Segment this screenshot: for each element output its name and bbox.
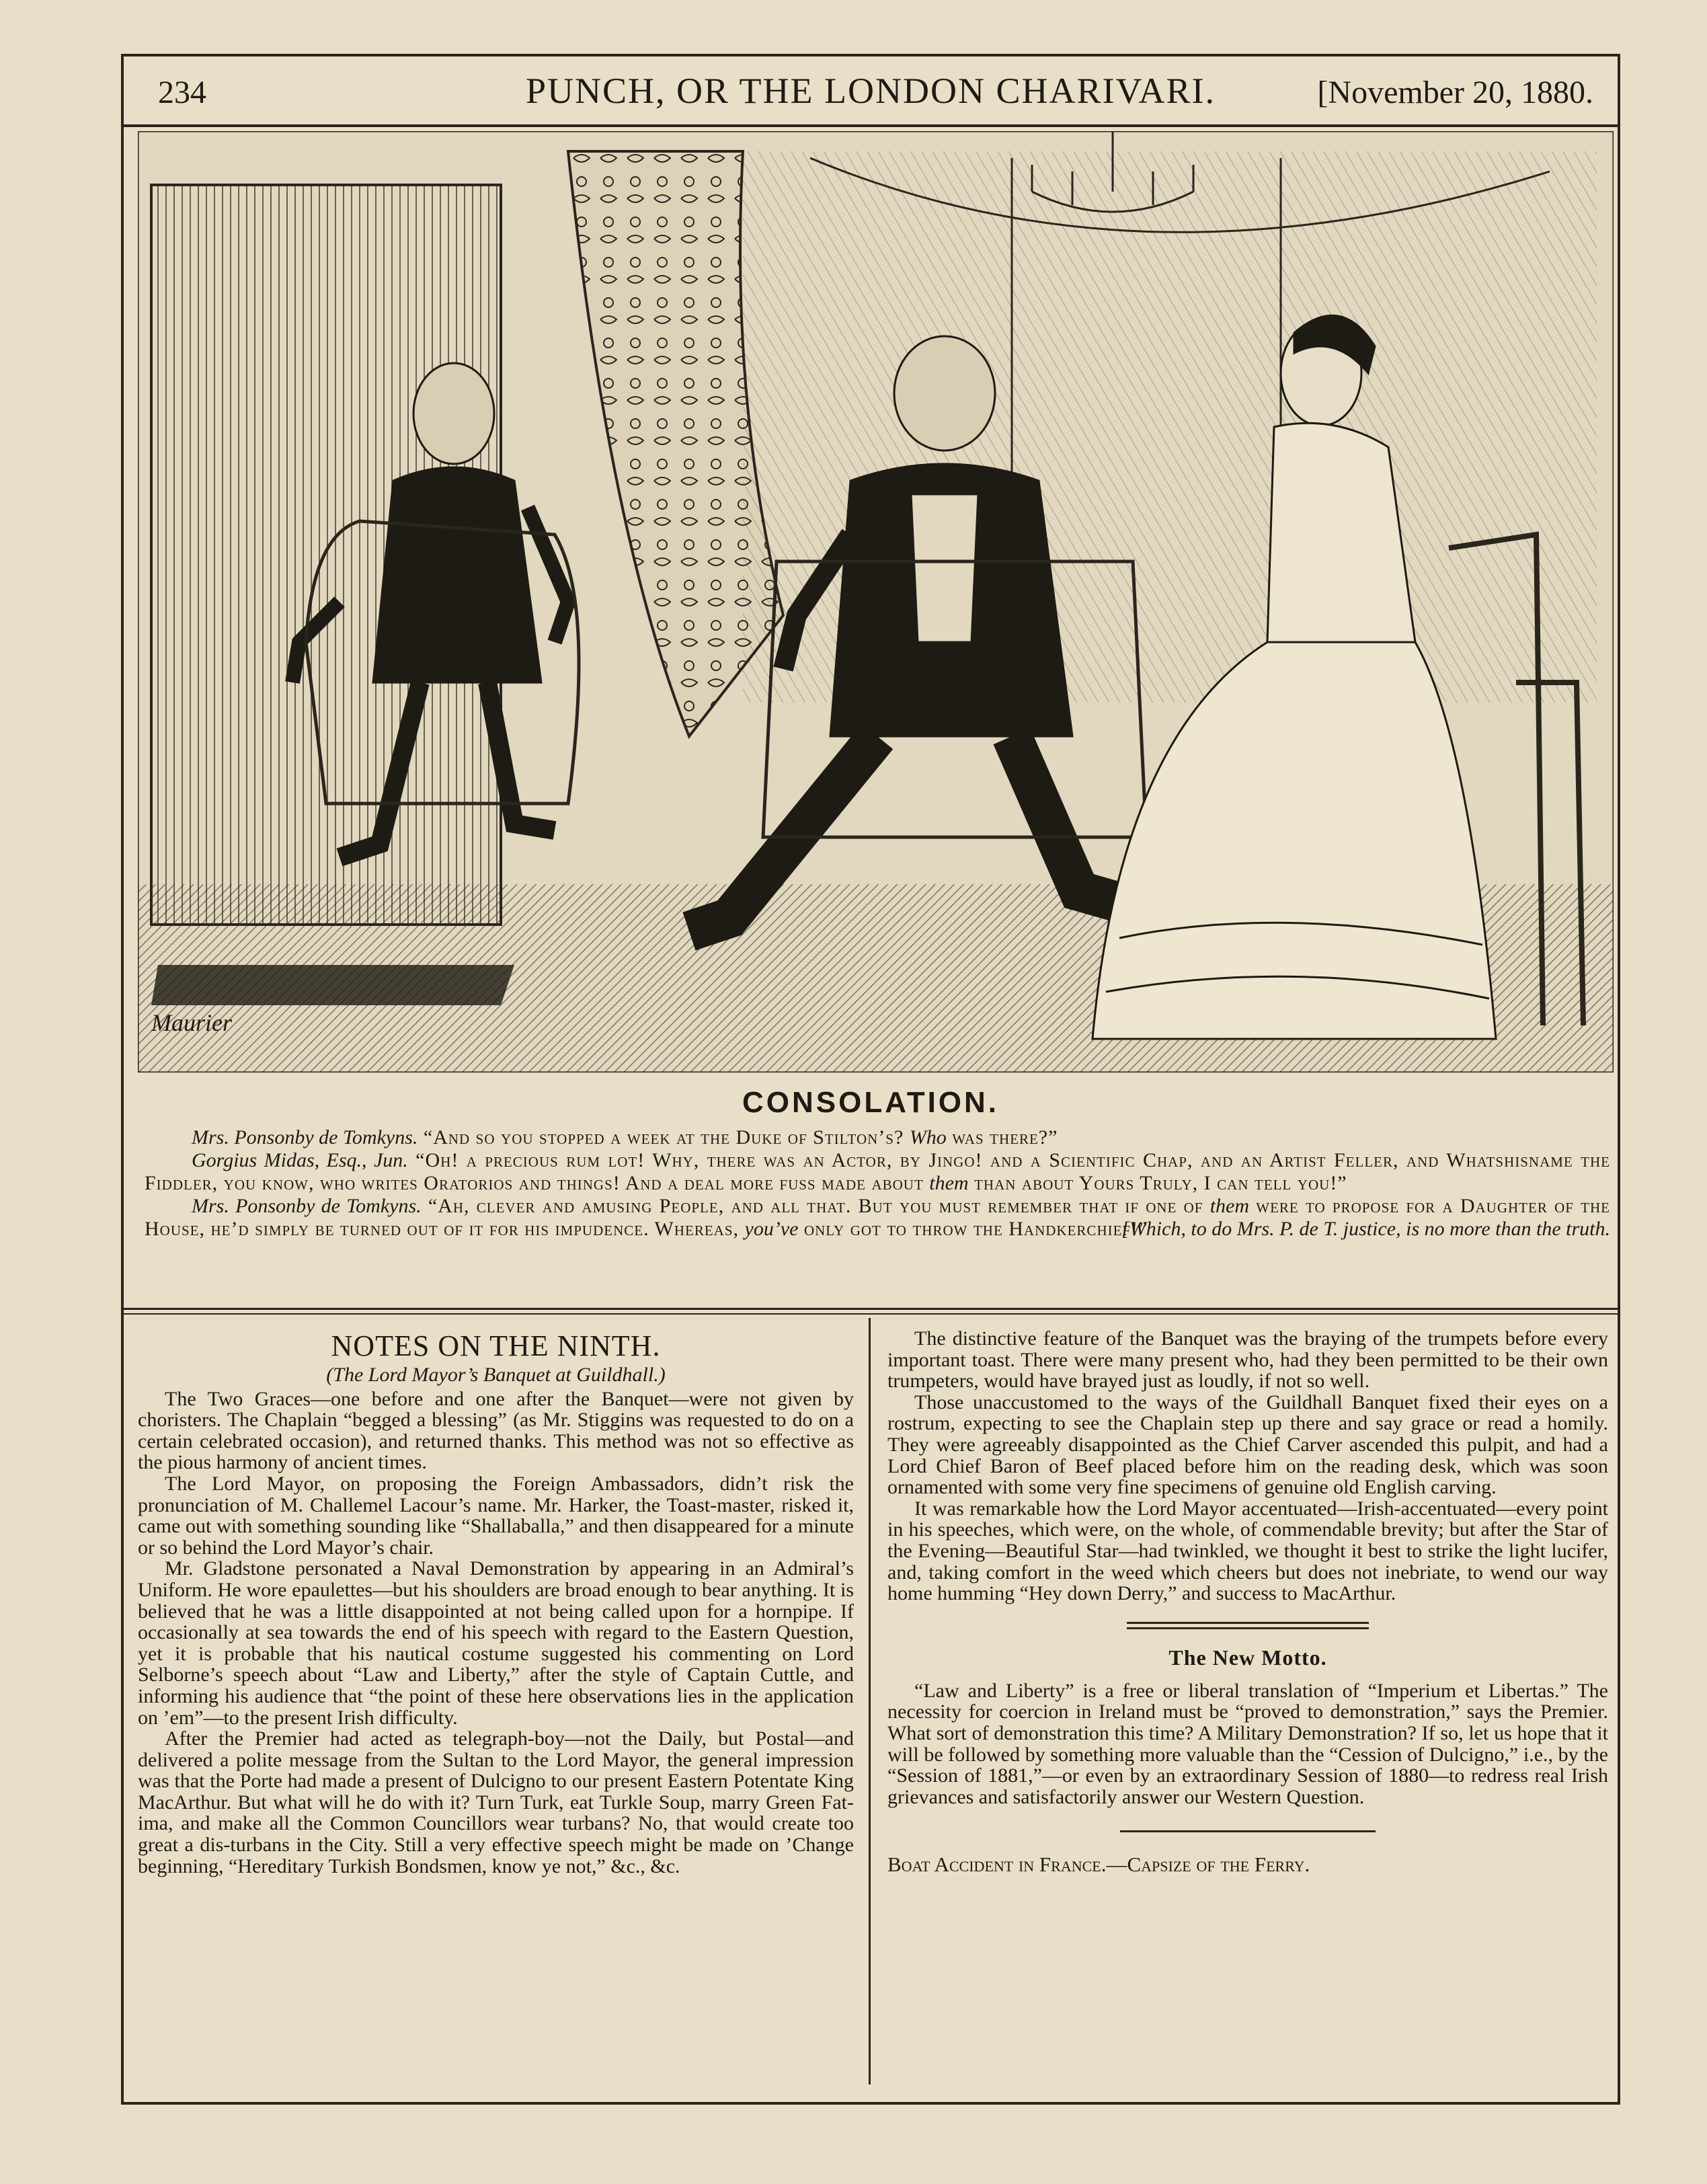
column-divider — [869, 1318, 871, 2084]
dialogue-text: “Oh! a precious rum lot! Why, there was an Actor, by Jingo! and a Scientific Chap, and an Artist Feller, and Whatshisname the Fiddler, you know, who writes Oratorios and things! And a deal more fuss made about — [145, 1149, 1610, 1194]
article-subtitle: (The Lord Mayor’s Banquet at Guildhall.) — [326, 1364, 666, 1386]
speaker-name: Gorgius Midas, Esq., Jun. — [192, 1149, 408, 1171]
section-rule — [121, 1313, 1620, 1315]
right-column — [887, 1328, 1608, 1875]
article-paragraph: Those unaccustomed to the ways of the Guildhall Banquet fixed their eyes on a rostrum, expecting to see the Chaplain step up there and say grace or read a homily. They were agreeably disappointed as the Chief Carver ascended this pulpit, and had a Lord Chief Baron of Beef placed before him on the reading desk, which was soon ornamented with some very fine specimens of genuine old English carving. — [887, 1391, 1608, 1499]
cartoon-dialogue — [145, 1126, 1610, 1241]
cartoon-illustration — [138, 131, 1614, 1072]
speaker-name: Mrs. Ponsonby de Tomkyns. — [192, 1126, 418, 1148]
rule-divider — [1120, 1830, 1376, 1832]
dialogue-emphasis: them — [1209, 1195, 1250, 1217]
article-paragraph: Mr. Gladstone personated a Naval Demonstration by appearing in an Admiral’s Uniform. He wore epaulettes—but his shoulders are broad enough to bear anything. It is believed that he was a little disappointed at not being called upon for a hornpipe. If occasionally at sea towards the end of his speech with regard to the Eastern Question, yet it is probable that his nautical costume suggested his commenting on Lord Selborne’s speech about “Law and Liberty,” after the style of Captain Cuttle, and informing his audience that “the point of these here observations lies in the application on ’em”—to the present Irish difficulty. — [138, 1557, 854, 1729]
left-column — [138, 1328, 854, 1877]
artist-signature: Maurier — [151, 1009, 232, 1036]
page-number: 234 — [158, 75, 206, 110]
article-paragraph: The Two Graces—one before and one after the Banquet—were not given by choristers. The Chaplain “begged a blessing” (as Mr. Stiggins was requested to do on a certain celebrated occasion), and returned thanks. This method was not so effective as the pious harmony of ancient times. — [138, 1387, 854, 1474]
dialogue-text: were to propose for a Daughter of the House, he’d simply be turned out of it for his impudence. Whereas, — [145, 1195, 1610, 1240]
speaker-name: Mrs. Ponsonby de Tomkyns. — [192, 1195, 422, 1217]
article-paragraph: It was remarkable how the Lord Mayor accentuated—Irish-accentuated—every point in his speeches, which were, on the whole, of commendable brevity; but after the Star of the Evening—Beautiful Star—had twinkled, we thought it best to strike the light lucifer, and, taking comfort in the weed which cheers but does not inebriate, to wend our way home humming “Hey down Derry,” and success to MacArthur. — [887, 1497, 1608, 1605]
motto-paragraph: “Law and Liberty” is a free or liberal translation of “Imperium et Libertas.” The necessity for coercion in Ireland must be “proved to demonstration,” says the Premier. What sort of demonstration this time? A Military Demonstration? If so, let us hope that it will be followed by something more valuable than the “Cession of Dulcigno,” i.e., by the “Session of 1881,”—or even by an extraordinary Session of 1880—to redress real Irish grievances and satisfactorily answer our Western Question. — [887, 1679, 1608, 1808]
dialogue-emphasis: you’ve — [744, 1218, 799, 1240]
footnote-joke: Boat Accident in France.—Capsize of the Ferry. — [887, 1852, 1310, 1877]
dialogue-emphasis: Who — [909, 1126, 947, 1148]
dialogue-line-2 — [145, 1149, 1610, 1195]
article-paragraph: After the Premier had acted as telegraph-boy—not the Daily, but Postal—and delivered a polite message from the Sultan to the Lord Mayor, the general impression was that the Porte had made a present of Dulcigno to our present Eastern Potentate King MacArthur. But what will he do with it? Turn Turk, eat Turkle Soup, marry Green Fat-ima, and make all the Common Councillors wear turbans? No, that would create too great a dis-turbans in the City. Still a very effective speech might be made on ’Change beginning, “Hereditary Turkish Bondsmen, know ye not,” &c., &c. — [138, 1727, 854, 1877]
dialogue-emphasis: them — [929, 1172, 969, 1194]
article-paragraph: The distinctive feature of the Banquet was the braying of the trumpets before every important toast. There were many present who, had they been permitted to be their own trumpeters, would have brayed just as loudly, if not so well. — [887, 1327, 1608, 1393]
dialogue-text: “Ah, clever and amusing People, and all that. But you must remember that if one of — [428, 1195, 1203, 1217]
article-heading: NOTES ON THE NINTH. — [331, 1329, 661, 1362]
motto-heading: The New Motto. — [1168, 1645, 1327, 1670]
cartoon-caption-title: CONSOLATION. — [742, 1086, 1000, 1119]
publication-title: PUNCH, OR THE LONDON CHARIVARI. — [525, 71, 1216, 111]
running-header — [121, 61, 1620, 141]
header-rule — [121, 124, 1620, 127]
issue-date: [November 20, 1880. — [1317, 75, 1593, 110]
dialogue-text: was there?” — [952, 1126, 1058, 1148]
dialogue-text: than about Yours Truly, I can tell you!” — [974, 1172, 1347, 1194]
article-paragraph: The Lord Mayor, on proposing the Foreign Ambassadors, didn’t risk the pronunciation of M. Challemel Lacour’s name. Mr. Harker, the Toast-master, risked it, came out with something sounding like “Shallaballa,” and then disappeared for a minute or so behind the Lord Mayor’s chair. — [138, 1472, 854, 1559]
section-rule — [121, 1308, 1620, 1310]
double-rule-divider — [1127, 1622, 1369, 1629]
dialogue-text: only got to throw the Handkerchief!” — [803, 1218, 1148, 1240]
dialogue-tail: [Which, to do Mrs. P. de T. justice, is no more than the truth. — [1121, 1218, 1610, 1240]
dialogue-line-1 — [145, 1126, 1610, 1149]
dialogue-text: “And so you stopped a week at the Duke of Stilton’s? — [423, 1126, 904, 1148]
